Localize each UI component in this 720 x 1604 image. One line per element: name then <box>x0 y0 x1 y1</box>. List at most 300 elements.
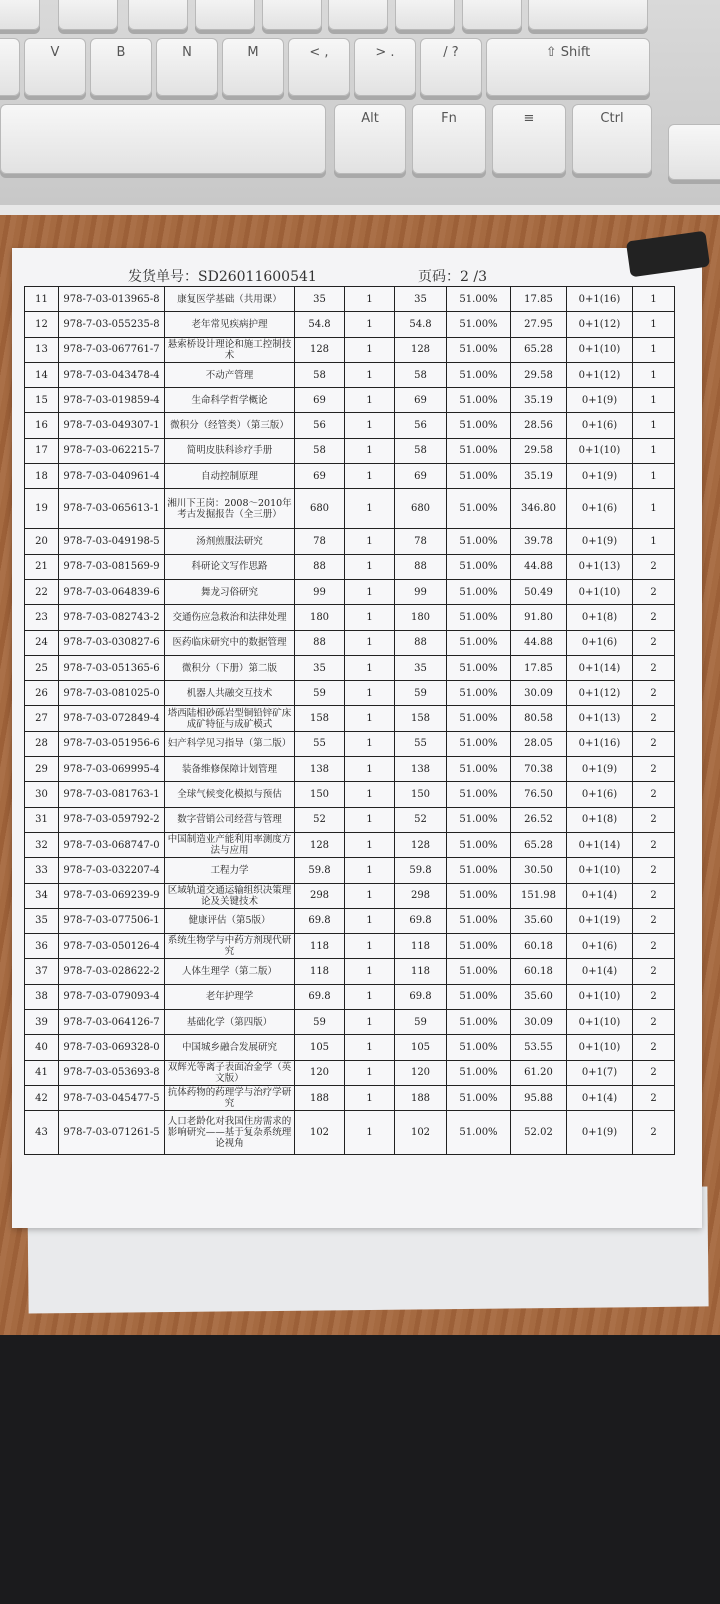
cell-row-number: 29 <box>25 757 59 782</box>
cell-amount: 69 <box>395 388 447 413</box>
cell-package-count: 0+1(12) <box>567 312 633 337</box>
cell-box-number: 2 <box>633 630 675 655</box>
cell-amount: 58 <box>395 438 447 463</box>
cell-isbn: 978-7-03-081763-1 <box>59 782 165 807</box>
cell-book-title: 装备维修保障计划管理 <box>165 757 295 782</box>
cell-amount: 150 <box>395 782 447 807</box>
cell-row-number: 38 <box>25 984 59 1009</box>
keyboard-key <box>58 0 118 30</box>
cell-amount: 54.8 <box>395 312 447 337</box>
key-b: B <box>90 38 152 96</box>
cell-book-title: 悬索桥设计理论和施工控制技术 <box>165 337 295 362</box>
cell-book-title: 全球气候变化模拟与预估 <box>165 782 295 807</box>
cell-quantity: 1 <box>345 1010 395 1035</box>
cell-isbn: 978-7-03-059792-2 <box>59 807 165 832</box>
cell-list-price: 56 <box>295 413 345 438</box>
table-row <box>25 312 675 337</box>
cell-package-count: 0+1(10) <box>567 858 633 883</box>
cell-book-title: 不动产管理 <box>165 362 295 387</box>
cell-quantity: 1 <box>345 1060 395 1085</box>
cell-isbn: 978-7-03-032207-4 <box>59 858 165 883</box>
cell-isbn: 978-7-03-051956-6 <box>59 731 165 756</box>
cell-discount: 51.00% <box>447 413 511 438</box>
cell-isbn: 978-7-03-069328-0 <box>59 1035 165 1060</box>
cell-row-number: 17 <box>25 438 59 463</box>
cell-row-number: 41 <box>25 1060 59 1085</box>
cell-isbn: 978-7-03-055235-8 <box>59 312 165 337</box>
cell-row-number: 21 <box>25 554 59 579</box>
cell-discount: 51.00% <box>447 388 511 413</box>
cell-net-price: 39.78 <box>511 529 567 554</box>
cell-package-count: 0+1(10) <box>567 579 633 604</box>
cell-list-price: 35 <box>295 655 345 680</box>
cell-package-count: 0+1(10) <box>567 438 633 463</box>
cell-isbn: 978-7-03-049307-1 <box>59 413 165 438</box>
cell-discount: 51.00% <box>447 883 511 908</box>
cell-list-price: 54.8 <box>295 312 345 337</box>
cell-quantity: 1 <box>345 757 395 782</box>
table-row <box>25 489 675 529</box>
cell-discount: 51.00% <box>447 807 511 832</box>
cell-box-number: 1 <box>633 362 675 387</box>
cell-row-number: 14 <box>25 362 59 387</box>
cell-book-title: 微积分（下册）第二版 <box>165 655 295 680</box>
cell-discount: 51.00% <box>447 464 511 489</box>
cell-book-title: 汤剂煎服法研究 <box>165 529 295 554</box>
cell-amount: 59 <box>395 681 447 706</box>
cell-isbn: 978-7-03-013965-8 <box>59 287 165 312</box>
cell-package-count: 0+1(8) <box>567 605 633 630</box>
cell-box-number: 2 <box>633 807 675 832</box>
cell-amount: 52 <box>395 807 447 832</box>
cell-package-count: 0+1(14) <box>567 655 633 680</box>
key-v: V <box>24 38 86 96</box>
cell-list-price: 35 <box>295 287 345 312</box>
cell-box-number: 2 <box>633 984 675 1009</box>
table-row <box>25 1035 675 1060</box>
cell-quantity: 1 <box>345 554 395 579</box>
cell-row-number: 18 <box>25 464 59 489</box>
cell-amount: 59.8 <box>395 858 447 883</box>
cell-book-title: 人口老龄化对我国住房需求的影响研究——基于复杂系统理论视角 <box>165 1111 295 1155</box>
cell-package-count: 0+1(4) <box>567 1085 633 1110</box>
cell-package-count: 0+1(12) <box>567 681 633 706</box>
cell-quantity: 1 <box>345 858 395 883</box>
keyboard-key <box>195 0 255 30</box>
table-row <box>25 605 675 630</box>
cell-box-number: 1 <box>633 287 675 312</box>
cell-amount: 88 <box>395 554 447 579</box>
cell-isbn: 978-7-03-045477-5 <box>59 1085 165 1110</box>
cell-list-price: 58 <box>295 438 345 463</box>
cell-quantity: 1 <box>345 388 395 413</box>
cell-quantity: 1 <box>345 655 395 680</box>
cell-net-price: 52.02 <box>511 1111 567 1155</box>
cell-net-price: 30.50 <box>511 858 567 883</box>
cell-discount: 51.00% <box>447 579 511 604</box>
cell-net-price: 44.88 <box>511 630 567 655</box>
cell-discount: 51.00% <box>447 362 511 387</box>
cell-list-price: 58 <box>295 362 345 387</box>
cell-box-number: 2 <box>633 1035 675 1060</box>
cell-list-price: 138 <box>295 757 345 782</box>
cell-net-price: 35.60 <box>511 908 567 933</box>
table-row <box>25 655 675 680</box>
cell-box-number: 2 <box>633 1060 675 1085</box>
cell-amount: 118 <box>395 959 447 984</box>
cell-net-price: 27.95 <box>511 312 567 337</box>
cell-list-price: 59.8 <box>295 858 345 883</box>
table-row <box>25 934 675 959</box>
cell-isbn: 978-7-03-040961-4 <box>59 464 165 489</box>
table-row <box>25 858 675 883</box>
cell-list-price: 120 <box>295 1060 345 1085</box>
table-row <box>25 413 675 438</box>
cell-book-title: 微积分（经管类）（第三版） <box>165 413 295 438</box>
keyboard-key <box>128 0 188 30</box>
cell-book-title: 健康评估（第5版） <box>165 908 295 933</box>
cell-net-price: 346.80 <box>511 489 567 529</box>
cell-row-number: 26 <box>25 681 59 706</box>
cell-list-price: 69 <box>295 388 345 413</box>
cell-discount: 51.00% <box>447 529 511 554</box>
keyboard-key <box>262 0 322 30</box>
shipment-table <box>24 286 675 1155</box>
cell-package-count: 0+1(10) <box>567 1010 633 1035</box>
cell-book-title: 中国制造业产能利用率测度方法与应用 <box>165 832 295 857</box>
cell-net-price: 95.88 <box>511 1085 567 1110</box>
cell-row-number: 40 <box>25 1035 59 1060</box>
cell-quantity: 1 <box>345 605 395 630</box>
cell-row-number: 11 <box>25 287 59 312</box>
cell-discount: 51.00% <box>447 731 511 756</box>
cell-discount: 51.00% <box>447 605 511 630</box>
cell-box-number: 2 <box>633 858 675 883</box>
cell-net-price: 60.18 <box>511 959 567 984</box>
cell-quantity: 1 <box>345 883 395 908</box>
cell-book-title: 老年护理学 <box>165 984 295 1009</box>
cell-box-number: 2 <box>633 554 675 579</box>
cell-row-number: 27 <box>25 706 59 731</box>
cell-package-count: 0+1(16) <box>567 287 633 312</box>
cell-row-number: 12 <box>25 312 59 337</box>
cell-list-price: 150 <box>295 782 345 807</box>
shipment-rows <box>25 287 675 1155</box>
cell-discount: 51.00% <box>447 489 511 529</box>
cell-amount: 128 <box>395 832 447 857</box>
cell-row-number: 36 <box>25 934 59 959</box>
cell-box-number: 2 <box>633 681 675 706</box>
cell-amount: 69 <box>395 464 447 489</box>
cell-list-price: 55 <box>295 731 345 756</box>
key-comma: < , <box>288 38 350 96</box>
cell-amount: 56 <box>395 413 447 438</box>
cell-book-title: 塔西陆相砂砾岩型铜铅锌矿床成矿特征与成矿模式 <box>165 706 295 731</box>
cell-net-price: 17.85 <box>511 655 567 680</box>
cell-isbn: 978-7-03-067761-7 <box>59 337 165 362</box>
table-row <box>25 464 675 489</box>
cell-book-title: 区域轨道交通运输组织决策理论及关键技术 <box>165 883 295 908</box>
cell-quantity: 1 <box>345 908 395 933</box>
cell-isbn: 978-7-03-069995-4 <box>59 757 165 782</box>
cell-list-price: 69.8 <box>295 908 345 933</box>
cell-package-count: 0+1(9) <box>567 388 633 413</box>
cell-isbn: 978-7-03-065613-1 <box>59 489 165 529</box>
cell-net-price: 30.09 <box>511 681 567 706</box>
cell-package-count: 0+1(6) <box>567 934 633 959</box>
cell-amount: 102 <box>395 1111 447 1155</box>
table-row <box>25 1085 675 1110</box>
table-row <box>25 1111 675 1155</box>
cell-isbn: 978-7-03-051365-6 <box>59 655 165 680</box>
cell-row-number: 43 <box>25 1111 59 1155</box>
cell-box-number: 2 <box>633 655 675 680</box>
cell-quantity: 1 <box>345 807 395 832</box>
cell-discount: 51.00% <box>447 934 511 959</box>
cell-book-title: 湘川下王岗：2008～2010年考古发掘报告（全三册） <box>165 489 295 529</box>
cell-net-price: 65.28 <box>511 832 567 857</box>
cell-row-number: 34 <box>25 883 59 908</box>
cell-box-number: 2 <box>633 883 675 908</box>
cell-amount: 158 <box>395 706 447 731</box>
cell-box-number: 1 <box>633 529 675 554</box>
cell-row-number: 28 <box>25 731 59 756</box>
cell-discount: 51.00% <box>447 1010 511 1035</box>
cell-box-number: 2 <box>633 782 675 807</box>
cell-list-price: 158 <box>295 706 345 731</box>
cell-amount: 128 <box>395 337 447 362</box>
cell-book-title: 医药临床研究中的数据管理 <box>165 630 295 655</box>
cell-book-title: 系统生物学与中药方剂现代研究 <box>165 934 295 959</box>
cell-discount: 51.00% <box>447 984 511 1009</box>
cell-discount: 51.00% <box>447 337 511 362</box>
cell-box-number: 2 <box>633 1085 675 1110</box>
cell-isbn: 978-7-03-064839-6 <box>59 579 165 604</box>
cell-box-number: 2 <box>633 757 675 782</box>
cell-package-count: 0+1(12) <box>567 362 633 387</box>
cell-row-number: 20 <box>25 529 59 554</box>
cell-package-count: 0+1(9) <box>567 1111 633 1155</box>
table-row <box>25 1060 675 1085</box>
cell-amount: 69.8 <box>395 984 447 1009</box>
keyboard <box>0 0 720 215</box>
cell-book-title: 康复医学基础（共用课） <box>165 287 295 312</box>
table-row <box>25 579 675 604</box>
cell-package-count: 0+1(10) <box>567 1035 633 1060</box>
dark-floor <box>0 1335 720 1604</box>
cell-list-price: 88 <box>295 630 345 655</box>
cell-discount: 51.00% <box>447 858 511 883</box>
cell-discount: 51.00% <box>447 757 511 782</box>
table-row <box>25 287 675 312</box>
cell-isbn: 978-7-03-071261-5 <box>59 1111 165 1155</box>
cell-discount: 51.00% <box>447 782 511 807</box>
cell-list-price: 128 <box>295 832 345 857</box>
table-row <box>25 832 675 857</box>
keyboard-key <box>395 0 455 30</box>
cell-isbn: 978-7-03-043478-4 <box>59 362 165 387</box>
cell-discount: 51.00% <box>447 1035 511 1060</box>
cell-list-price: 128 <box>295 337 345 362</box>
cell-package-count: 0+1(9) <box>567 529 633 554</box>
cell-quantity: 1 <box>345 1111 395 1155</box>
cell-net-price: 29.58 <box>511 362 567 387</box>
cell-amount: 118 <box>395 934 447 959</box>
cell-list-price: 99 <box>295 579 345 604</box>
cell-box-number: 1 <box>633 312 675 337</box>
key-slash: / ? <box>420 38 482 96</box>
cell-list-price: 180 <box>295 605 345 630</box>
cell-book-title: 人体生理学（第二版） <box>165 959 295 984</box>
cell-isbn: 978-7-03-079093-4 <box>59 984 165 1009</box>
cell-isbn: 978-7-03-030827-6 <box>59 630 165 655</box>
cell-package-count: 0+1(13) <box>567 554 633 579</box>
cell-box-number: 2 <box>633 959 675 984</box>
cell-amount: 120 <box>395 1060 447 1085</box>
cell-row-number: 13 <box>25 337 59 362</box>
cell-discount: 51.00% <box>447 1060 511 1085</box>
cell-net-price: 70.38 <box>511 757 567 782</box>
key-ctrl: Ctrl <box>572 104 652 174</box>
cell-list-price: 298 <box>295 883 345 908</box>
cell-package-count: 0+1(6) <box>567 413 633 438</box>
cell-amount: 78 <box>395 529 447 554</box>
order-number: 发货单号：SD26011600541 <box>128 269 317 285</box>
table-row <box>25 681 675 706</box>
keyboard-key <box>668 124 720 180</box>
cell-net-price: 151.98 <box>511 883 567 908</box>
cell-discount: 51.00% <box>447 287 511 312</box>
cell-box-number: 2 <box>633 605 675 630</box>
cell-isbn: 978-7-03-069239-9 <box>59 883 165 908</box>
cell-row-number: 24 <box>25 630 59 655</box>
cell-isbn: 978-7-03-053693-8 <box>59 1060 165 1085</box>
key-shift: ⇧ Shift <box>486 38 650 96</box>
cell-quantity: 1 <box>345 934 395 959</box>
cell-box-number: 1 <box>633 388 675 413</box>
cell-discount: 51.00% <box>447 554 511 579</box>
cell-row-number: 25 <box>25 655 59 680</box>
cell-box-number: 1 <box>633 337 675 362</box>
cell-list-price: 78 <box>295 529 345 554</box>
cell-list-price: 69.8 <box>295 984 345 1009</box>
cell-amount: 69.8 <box>395 908 447 933</box>
cell-net-price: 26.52 <box>511 807 567 832</box>
cell-amount: 55 <box>395 731 447 756</box>
table-row <box>25 731 675 756</box>
table-row <box>25 782 675 807</box>
cell-box-number: 2 <box>633 832 675 857</box>
cell-quantity: 1 <box>345 464 395 489</box>
cell-discount: 51.00% <box>447 1085 511 1110</box>
table-row <box>25 1010 675 1035</box>
cell-quantity: 1 <box>345 782 395 807</box>
cell-box-number: 1 <box>633 489 675 529</box>
cell-book-title: 机器人共融交互技术 <box>165 681 295 706</box>
cell-net-price: 28.56 <box>511 413 567 438</box>
cell-row-number: 23 <box>25 605 59 630</box>
cell-amount: 105 <box>395 1035 447 1060</box>
cell-net-price: 61.20 <box>511 1060 567 1085</box>
cell-quantity: 1 <box>345 959 395 984</box>
cell-isbn: 978-7-03-050126-4 <box>59 934 165 959</box>
cell-isbn: 978-7-03-062215-7 <box>59 438 165 463</box>
cell-package-count: 0+1(10) <box>567 337 633 362</box>
cell-book-title: 中国城乡融合发展研究 <box>165 1035 295 1060</box>
cell-isbn: 978-7-03-068747-0 <box>59 832 165 857</box>
cell-row-number: 42 <box>25 1085 59 1110</box>
key-alt: Alt <box>334 104 406 174</box>
cell-package-count: 0+1(8) <box>567 807 633 832</box>
cell-quantity: 1 <box>345 731 395 756</box>
cell-amount: 35 <box>395 287 447 312</box>
cell-amount: 59 <box>395 1010 447 1035</box>
cell-isbn: 978-7-03-081025-0 <box>59 681 165 706</box>
cell-row-number: 39 <box>25 1010 59 1035</box>
table-row <box>25 337 675 362</box>
cell-quantity: 1 <box>345 984 395 1009</box>
table-row <box>25 883 675 908</box>
cell-net-price: 80.58 <box>511 706 567 731</box>
cell-discount: 51.00% <box>447 706 511 731</box>
cell-net-price: 28.05 <box>511 731 567 756</box>
cell-quantity: 1 <box>345 362 395 387</box>
cell-box-number: 2 <box>633 579 675 604</box>
cell-row-number: 15 <box>25 388 59 413</box>
cell-isbn: 978-7-03-082743-2 <box>59 605 165 630</box>
cell-amount: 35 <box>395 655 447 680</box>
key-n: N <box>156 38 218 96</box>
cell-box-number: 2 <box>633 706 675 731</box>
cell-package-count: 0+1(6) <box>567 782 633 807</box>
cell-book-title: 自动控制原理 <box>165 464 295 489</box>
table-row <box>25 388 675 413</box>
cell-quantity: 1 <box>345 413 395 438</box>
table-row <box>25 529 675 554</box>
table-row <box>25 984 675 1009</box>
cell-net-price: 65.28 <box>511 337 567 362</box>
cell-row-number: 16 <box>25 413 59 438</box>
cell-net-price: 17.85 <box>511 287 567 312</box>
table-row <box>25 438 675 463</box>
cell-book-title: 双辉光等离子表面冶金学（英文版） <box>165 1060 295 1085</box>
table-row <box>25 706 675 731</box>
cell-box-number: 1 <box>633 438 675 463</box>
cell-quantity: 1 <box>345 681 395 706</box>
cell-discount: 51.00% <box>447 1111 511 1155</box>
cell-book-title: 简明皮肤科诊疗手册 <box>165 438 295 463</box>
cell-isbn: 978-7-03-064126-7 <box>59 1010 165 1035</box>
keyboard-key <box>462 0 522 30</box>
table-row <box>25 757 675 782</box>
cell-book-title: 老年常见疾病护理 <box>165 312 295 337</box>
cell-net-price: 30.09 <box>511 1010 567 1035</box>
cell-isbn: 978-7-03-049198-5 <box>59 529 165 554</box>
cell-list-price: 105 <box>295 1035 345 1060</box>
cell-row-number: 32 <box>25 832 59 857</box>
cell-book-title: 科研论文写作思路 <box>165 554 295 579</box>
cell-net-price: 35.19 <box>511 388 567 413</box>
cell-quantity: 1 <box>345 1085 395 1110</box>
cell-net-price: 35.60 <box>511 984 567 1009</box>
cell-amount: 99 <box>395 579 447 604</box>
cell-amount: 680 <box>395 489 447 529</box>
cell-box-number: 2 <box>633 1111 675 1155</box>
table-row <box>25 908 675 933</box>
cell-isbn: 978-7-03-077506-1 <box>59 908 165 933</box>
cell-package-count: 0+1(9) <box>567 757 633 782</box>
cell-net-price: 44.88 <box>511 554 567 579</box>
